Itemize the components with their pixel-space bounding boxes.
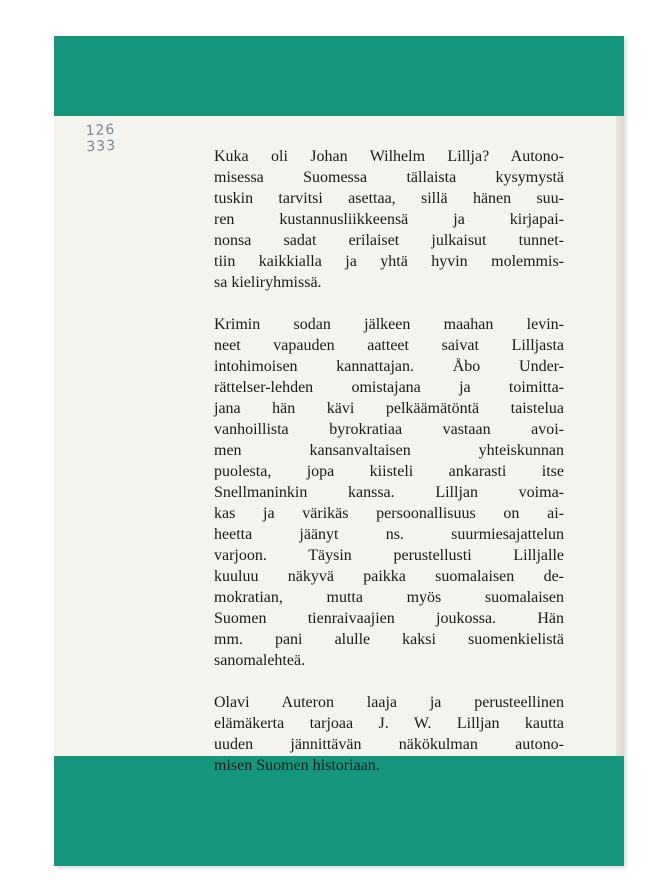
- top-color-band: [54, 36, 624, 116]
- text-line: varjoon. Täysin perustellusti Lilljalle: [214, 547, 564, 564]
- pencil-note-line: 126: [85, 121, 116, 140]
- text-line: jana hän kävi pelkäämätöntä taistelua: [214, 400, 564, 417]
- text-line: men kansanvaltaisen yhteiskunnan: [214, 442, 564, 459]
- pencil-note-line: 333: [86, 137, 117, 156]
- text-line: Krimin sodan jälkeen maahan levin-: [214, 316, 564, 333]
- text-line: misen Suomen historiaan.: [214, 757, 380, 774]
- text-line: Olavi Auteron laaja ja perusteellinen: [214, 694, 564, 711]
- text-line: rättelser-lehden omistajana ja toimitta-: [214, 379, 564, 396]
- text-line: uuden jännittävän näkökulman autono-: [214, 736, 564, 753]
- blurb-paragraph-1: [214, 146, 564, 293]
- text-line: nonsa sadat erilaiset julkaisut tunnet-: [214, 232, 564, 249]
- text-line: Kuka oli Johan Wilhelm Lillja? Autono-: [214, 148, 564, 165]
- text-line: kuuluu näkyvä paikka suomalaisen de-: [214, 568, 564, 585]
- text-line: neet vapauden aatteet saivat Lilljasta: [214, 337, 564, 354]
- text-line: Snellmaninkin kanssa. Lilljan voima-: [214, 484, 564, 501]
- text-line: elämäkerta tarjoaa J. W. Lilljan kautta: [214, 715, 564, 732]
- text-line: tuskin tarvitsi asettaa, sillä hänen suu-: [214, 190, 564, 207]
- blurb-paragraph-2: [214, 314, 564, 671]
- text-line: sanomalehteä.: [214, 652, 306, 669]
- text-line: puolesta, jopa kiisteli ankarasti itse: [214, 463, 564, 480]
- text-line: mokratian, mutta myös suomalaisen: [214, 589, 564, 606]
- handwritten-pencil-note: [85, 121, 135, 155]
- text-line: misessa Suomessa tällaista kysymystä: [214, 169, 564, 186]
- text-line: mm. pani alulle kaksi suomenkielistä: [214, 631, 564, 648]
- text-line: sa kieliryhmissä.: [214, 274, 322, 291]
- text-line: Suomen tienraivaajien joukossa. Hän: [214, 610, 564, 627]
- book-back-cover: [54, 36, 624, 866]
- text-line: tiin kaikkialla ja yhtä hyvin molemmis-: [214, 253, 564, 270]
- text-line: kas ja värikäs persoonallisuus on ai-: [214, 505, 564, 522]
- text-line: heetta jäänyt ns. suurmiesajattelun: [214, 526, 564, 543]
- text-line: intohimoisen kannattajan. Åbo Under-: [214, 358, 564, 375]
- blurb-text: [214, 146, 564, 797]
- text-line: vanhoillista byrokratiaa vastaan avoi-: [214, 421, 564, 438]
- blurb-paragraph-3: [214, 692, 564, 776]
- text-line: ren kustannusliikkeensä ja kirjapai-: [214, 211, 564, 228]
- page-edge: [616, 116, 624, 756]
